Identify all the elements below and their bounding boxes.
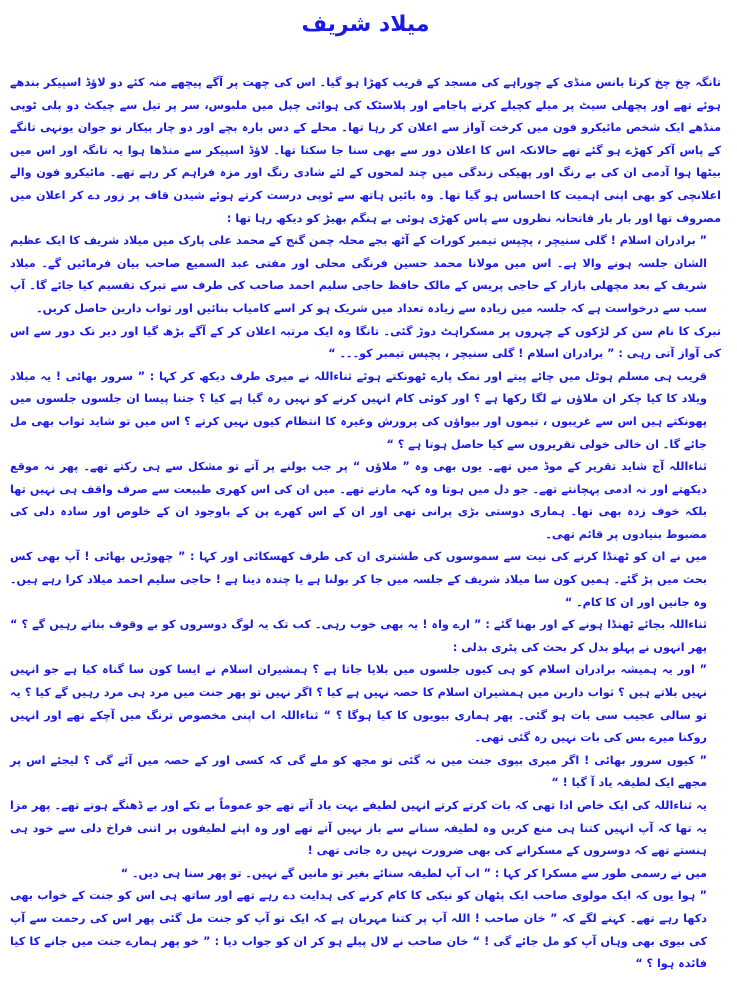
paragraph-5: ثناءاللہ آج شاید تقریر کے موڈ میں تھے۔ یوں بھی وہ ” ملاؤں “ پر جب بولنے پر آتے تو مشکل سے ہی رکتے تھے۔ پھر نہ موقع دیکھتے اور نہ ادمی پہچانتے تھے۔ جو دل میں ہوتا وہ کہہ مارتے تھے۔ میں ان کی اس کھری طبیعت سے صرف واقف ہی نہیں تھا بلکہ خوف زدہ بھی تھا۔ ہماری دوستی بڑی پرانی تھی اور ان کے اس کھرے پن کے باوجود ان کے خلوص اور سادہ دلی کی مضبوط بنیادوں پر قائم تھی۔ xyxy=(10,460,707,541)
page-title: میلاد شریف xyxy=(301,12,430,37)
paragraph-3: تبرک کا نام سن کر لڑکوں کے چہروں پر مسکراہٹ دوڑ گئی۔ تانگا وہ ایک مرتبہ اعلان کر کے آگے بڑھ گیا اور دیر تک دور سے اس کی آواز آتی رہی : ” برادران اسلام ! گلی سنیچر ، پچپس تیمبر کو۔۔۔ “ xyxy=(10,324,721,361)
paragraph-7: ثناءاللہ بجائے ٹھنڈا ہونے کے اور بھنا گئے : ” ارے واہ ! یہ بھی خوب رہی۔ کب تک یہ لوگ دوسروں کو بے وقوف بناتے رہیں گے ؟ “ پھر انہوں نے پہلو بدل کر بحث کی پٹری بدلی : xyxy=(10,618,707,654)
paragraph-6: میں نے ان کو ٹھنڈا کرنے کی نیت سے سموسوں کی طشتری ان کی طرف کھسکائی اور کہا : ” چھوڑیں بھائی ! آپ بھی کس بحث میں پڑ گئے۔ ہمیں کون سا میلاد شریف کے جلسہ میں جا کر بولنا ہے یا چندہ دینا ہے ! حاجی سلیم احمد میلاد کرا رہے ہیں۔ وہ جانیں اور ان کا کام۔ “ xyxy=(10,550,707,609)
paragraph-10: یہ ثناءاللہ کی ایک خاص ادا تھی کہ بات کرتے کرتے انہیں لطیفے بہت یاد آتے تھے جو عموماً بے تکے اور بے ڈھنگے ہوتے تھے۔ پھر مزا یہ تھا کہ آپ انہیں کتنا ہی منع کریں وہ لطیفہ سنانے سے باز نہیں آتے تھے اور وہ اپنے لطیفوں پر اتنی فراخ دلی سے خود ہی ہنستے تھے کہ دوسروں کے مسکرانے کی بھی ضرورت نہیں رہ جاتی تھی ! xyxy=(10,799,707,858)
paragraph-9: ” کیوں سرور بھائی ! اگر میری بیوی جنت میں نہ گئی تو مجھ کو ملے گی کہ کسی اور کے حصہ میں آئے گی ؟ لیجئے اس پر مجھے ایک لطیفہ یاد آ گیا ! “ xyxy=(10,753,707,790)
paragraph-12: ” ہوا یوں کہ ایک مولوی صاحب ایک پٹھان کو نیکی کا کام کرنے کی ہدایت دے رہے تھے اور ساتھ ہی اس کو جنت کے خواب بھی دکھا رہے تھے۔ کہنے لگے کہ ” خان صاحب ! اللہ آپ پر کتنا مہربان ہے کہ ایک تو آپ کو جنت مل گئی پھر اس کی رحمت سے آپ کی بیوی بھی وہاں آپ کو مل جائے گی ! “ خان صاحب نے لال پیلے ہو کر ان کو جواب دیا : ” خو پھر ہمارے جنت میں جانے کا کیا فائدہ ہوا ؟ “ xyxy=(10,889,707,971)
paragraph-2: ” برادران اسلام ! گلی سنیچر ، پچپس تیمبر کورات کے آٹھ بجے محلہ چمن گنج کے محمد علی پارک میں میلاد شریف کا ایک عظیم الشان جلسہ ہونے والا ہے۔ اس میں مولانا محمد حسین فرنگی محلی اور مفتی عبد السمیع صاحب بیان فرمائیں گے۔ میلاد شریف کے بعد مچھلی بازار کے حاجی پریس کے مالک حافظ حاجی سلیم احمد صاحب کی طرف سے تبرک تقسیم کیا جائے گا۔ آپ سب سے درخواست ہے کہ جلسہ میں زیادہ سے زیادہ تعداد میں شریک ہو کر اسے کامیاب بنائیں اور ثواب دارین حاصل کریں۔ xyxy=(10,234,707,315)
paragraph-4: قریب ہی مسلم ہوٹل میں چائے پیتے اور نمک پارے ٹھونکتے ہوئے ثناءاللہ نے میری طرف دیکھ کر کہا : ” سرور بھائی ! یہ میلاد ویلاد کا کیا چکر ان ملاؤں نے لگا رکھا ہے ؟ اور کوئی کام انہیں کرنے کو نہیں رہ گیا ہے کیا ؟ جتنا پیسا ان جلسوں جلسوں میں پھونکتے ہیں اس سے غریبوں ، تیموں اور بیواؤں کی پرورش وغیرہ کا انتظام کیوں نہیں کرتے ؟ اس میں تو شاید ثواب بھی مل جائے گا۔ ان خالی خولی تقریروں سے کیا حاصل ہوتا ہے ؟ “ xyxy=(10,369,707,451)
paragraph-1: تانگہ چخ چخ کرتا بانس منڈی کے چوراہے کی مسجد کے قریب کھڑا ہو گیا۔ اس کی چھت پر آگے پیچھے منہ کئے دو لاؤڈ اسپیکر بندھے ہوئے تھے اور پچھلی سیٹ پر میلے کچیلے کرتے پاجامے اور پلاسٹک کی ہوائی چپل میں ملبوس، سر پر تیل سے چیکٹ دو پلی ٹوپی منڈھے ایک شخص مائیکرو فون میں کرخت آواز سے اعلان کر رہا تھا۔ محلے کے دس بارہ بچے اور دو چار بیکار نو جوان یونہی تانگے کے پاس آکر کھڑے ہو گئے تھے حالانکہ اس کا اعلان دور سے بھی سنا جا سکتا تھا۔ لاؤڈ اسپیکر سے منڈھا ہوا یہ تانگہ اور اس میں بیٹھا ہوا آدمی ان کی بے رنگ اور پھیکی زندگی میں چند لمحوں کے لئے شادی رنگ اور مزہ فراہم کر رہے تھے۔ مائیکرو فون والے اعلانچی کو بھی اپنی اہمیت کا احساس ہو گیا تھا۔ وہ بائیں ہاتھ سے ٹوپی درست کرتے ہوئے شیدن قاف پر زور دے کر اعلان میں مصروف تھا اور بار بار فاتحانہ نظروں سے پاس کھڑی ہوئی بے ہنگم بھیڑ کو دیکھ رہا تھا : xyxy=(10,76,721,225)
paragraph-11: میں نے رسمی طور سے مسکرا کر کہا : ” اب آپ لطیفہ سنائے بغیر تو مانیں گے نہیں۔ تو پھر سنا ہی دیں۔ “ xyxy=(120,866,707,880)
document-body xyxy=(10,72,721,976)
paragraph-8: ” اور یہ ہمیشہ برادران اسلام کو ہی کیوں جلسوں میں بلایا جاتا ہے ؟ ہمشیران اسلام نے ایسا کون سا گناہ کیا ہے جو انہیں نہیں بلاتے ہیں ؟ ثواب دارین میں ہمشیران اسلام کا حصہ نہیں ہے کیا ؟ اگر نہیں تو پھر جنت میں مرد ہی مرد رہیں گے کیا ؟ یہ تو سالی عجیب سی بات ہو گئی۔ پھر ہماری بیویوں کا کیا ہوگا ؟ “ ثناءاللہ اب اپنی مخصوص ترنگ میں آچکے تھے اور انہیں روکنا میرے بس کی بات نہیں رہ گئی تھی۔ xyxy=(10,663,707,745)
